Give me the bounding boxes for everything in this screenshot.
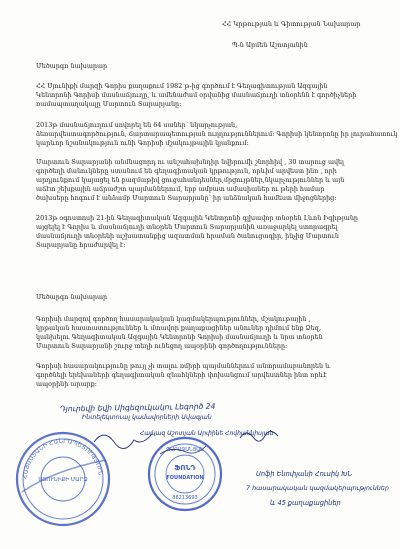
paragraph-3-line: աճէտ շեխքային աճրաժշտ պայմաններում, երբ ամբատ ամասիաներ ու թերի համար [36, 185, 325, 193]
right-stamp-top-text: ՊԱՐԱՋԱՆՅԱՆ [166, 447, 204, 453]
paragraph-1-line: ՀՀ Սյունիքի մարզի Գորիս քաղաքում 1982 թ-ից գործում է Գեղագիտության Ազգային [36, 82, 328, 90]
paragraph-1-line: Կենտրոնի Գորիսի մասնաճյուղը, և ամենաժամ օրվանից մասնաճյուղի տնօրենն է գործիչների [36, 91, 357, 99]
signature-scribbles [90, 420, 310, 460]
paragraph-3-line: գործեղի մանուկները ստանում են գեղագիտական կրթություն, որևիմ արվեստ ինո , որի [36, 167, 337, 175]
paragraph-3-line: Մարտուն Տարարյանի անմնացորդ ու անշահախնդիր նվիրումի շնորհիվ , 30 տարուց ավել [36, 158, 344, 166]
handwritten-line-2: Ինտելեկտուալ կամավորների Ավագյան [82, 414, 212, 421]
right-stamp-mid-text: ՖՈՆԴ [174, 464, 196, 472]
paragraph-4-line: 2013թ օգոստոսի 21-ին Գեղագիտական Ազգային Կենտրոնի գլխավոր տնօրեն Լևոն Իգիթյանը [36, 214, 358, 222]
handwritten-line-4: Սոֆի Ենոփյանի Հուսիկ ԽՆ [256, 470, 353, 478]
addressee-line-1: ՀՀ Կրթության և Գիտության Նախարար [222, 20, 361, 28]
paragraph-5-line: Գորիսի մարզով գործող հասարակական կազմակերպություններ, մշակութային , [36, 315, 311, 323]
salutation-2: Մեծարգո նախարար [36, 293, 108, 301]
paragraph-3-line: արդյունքում կայացել են բազմաթիվ ցուցահանդեսներ,մրցույթներ,նկարչություններ և այն [36, 176, 345, 184]
paragraph-5-line: կանխելու Գեղագիտական Ազգային Կենտրոնի Գորիսի մասնաճյուղի և նրա տնօրեն [36, 333, 323, 341]
handwritten-line-3: Հայկազ Աշոտյան Արփինե Հովհաննիսյան [140, 430, 274, 437]
paragraph-6-line: ապօրինի արարք: [36, 380, 97, 388]
paragraph-5-line: Մարտուն Տարարյանի շուրջ տեղի ունեցող ապօրինի գործողությունները: [36, 342, 288, 350]
left-stamp-ring-text: ՀԱՅԱՍՏԱՆԻ ՀԱՆՐԱՊԵՏՈՒԹՅՈՒՆ [21, 437, 104, 480]
left-stamp-center-text: ՍՅՈՒՆԻՔԻ ՄԱՐԶ [38, 477, 88, 483]
paragraph-4-line: Տարարյանը հրաժարվել է: [36, 241, 126, 249]
paragraph-1-line: ռամապտաղակալը Մարտուն Տարարյանը: [36, 100, 182, 108]
paragraph-6-line: գործնելի երեխաների գեղագիտական զնահկների փոխանցում արվեստներ ինտ որևէ [36, 371, 327, 379]
right-stamp-english-text: FOUNDATION [166, 475, 204, 481]
salutation-1: Մեծարգո նախարար [36, 62, 108, 70]
paragraph-5-line: կրթական հաստատություններ և մտավոր քաղաքացիներ անուներ դիմում ենք Ձեզ, [36, 324, 322, 332]
handwritten-line-6: և 45 քաղաքացիներ [270, 499, 341, 507]
paragraph-3-line: ծախսերը հոգում է անձամբ Մարտուն Տարարյանը՝ իր անձնական համեստ միջոցներից: [36, 194, 337, 202]
handwritten-line-1: Դյուրեվի եվի Սիգեզուկակու Լեգործ 24 [59, 401, 216, 414]
paragraph-4-line: մասնաճյուղի տնօրենի աշխատանքից ազատման հրաման ծանուցագիր, ինչից Մարտուն [36, 232, 339, 240]
handwritten-line-5: 7 հասարակական կազմակերպություններ [246, 484, 389, 492]
addressee-line-2: Պ-ն Արմեն Աշոտյանին [232, 41, 308, 49]
paragraph-2-line: կարևոր նշանակություն ունի Գորիսի մշակույթային կյանքում: [36, 139, 249, 147]
paragraph-2-line: 2013թ մասնաճյուղում սովորել են 64 սաներ՝ նկարչության, [36, 121, 238, 129]
paragraph-2-line: ձեռարվեստագործություն, ճարտարապետության ուղղություններում: Գորիսի կենտրոնը իր լուրահատուկ [36, 130, 398, 138]
paragraph-6-line: Գորիսի հասարակությունը թույլ չի տալու ռմիրի պայմաններում անտրամաբանորեն և [36, 362, 331, 370]
right-stamp-number: 88213693 [172, 495, 198, 501]
paragraph-4-line: այցելել է Գորիս և մասնաճյուղի տնօրեն Մարտուն Տարարյանին առաջարկել ստորագրել [36, 223, 338, 231]
